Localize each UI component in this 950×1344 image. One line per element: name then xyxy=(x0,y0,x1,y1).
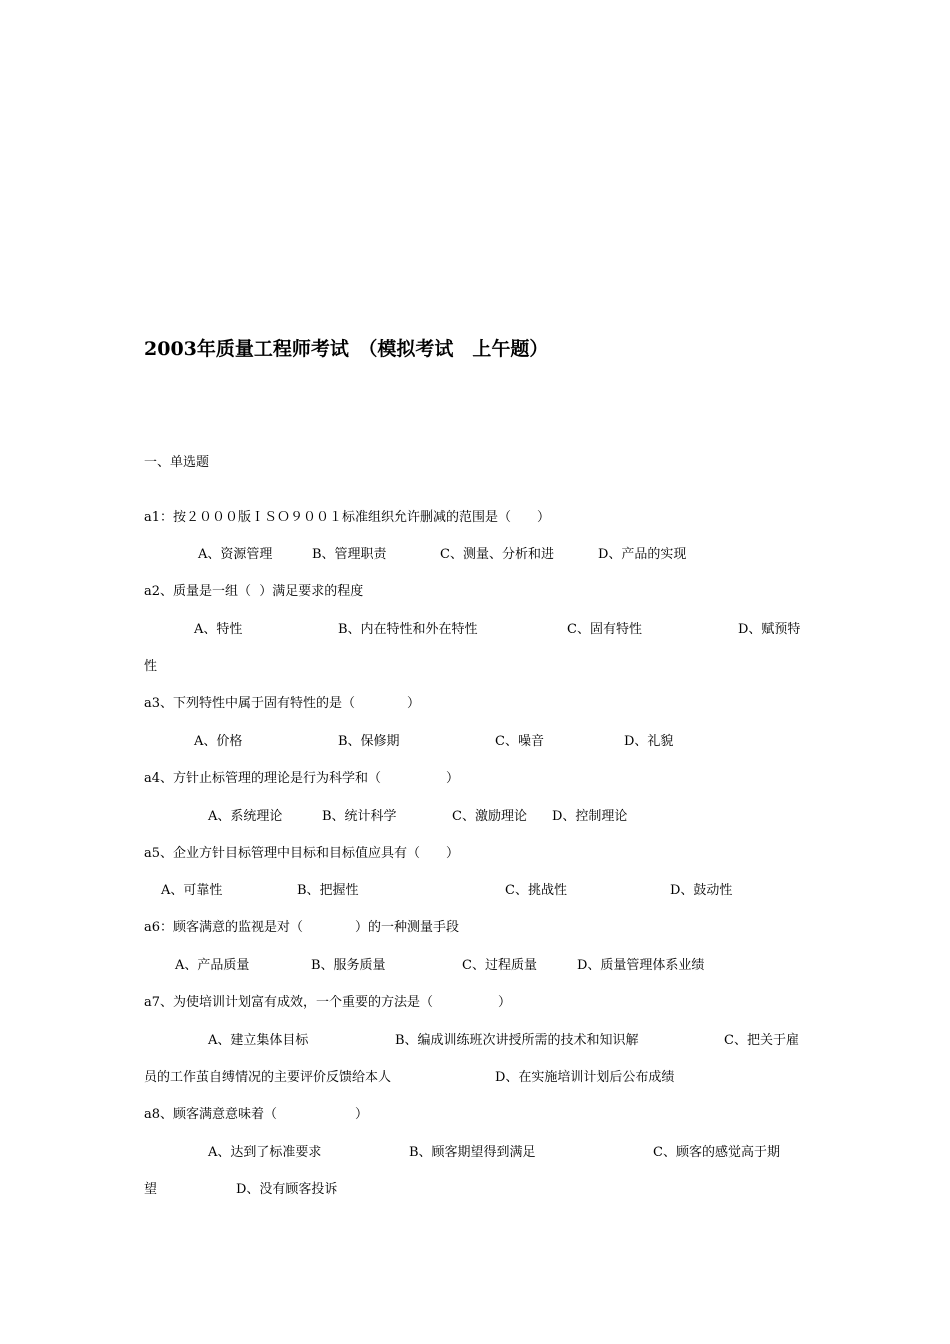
question-option: C、把关于雇 xyxy=(724,1033,799,1048)
question-stem: a8、顾客满意意味着（ ） xyxy=(144,1107,369,1122)
question-option: D、产品的实现 xyxy=(598,547,687,562)
question-option: C、固有特性 xyxy=(567,622,642,637)
question-option: B、管理职责 xyxy=(312,547,387,562)
question-option-continuation: 望 xyxy=(144,1182,158,1197)
question-option: B、保修期 xyxy=(338,734,400,749)
question-option: C、激励理论 xyxy=(452,809,527,824)
question-option: C、测量、分析和进 xyxy=(440,547,554,562)
question-option: C、顾客的感觉高于期 xyxy=(653,1145,780,1160)
question-option: A、达到了标准要求 xyxy=(208,1145,322,1160)
question-stem: a3、下列特性中属于固有特性的是（ ） xyxy=(144,696,421,711)
question-option: C、挑战性 xyxy=(505,883,567,898)
question-option: B、顾客期望得到满足 xyxy=(409,1145,536,1160)
question-stem: a4、方针止标管理的理论是行为科学和（ ） xyxy=(144,771,460,786)
question-option: A、价格 xyxy=(194,734,243,749)
question-option: A、资源管理 xyxy=(198,547,273,562)
question-stem: a6：顾客满意的监视是对（ ）的一种测量手段 xyxy=(144,920,460,935)
question-option: D、控制理论 xyxy=(552,809,628,824)
question-option-continuation: 性 xyxy=(144,659,158,674)
question-option: B、内在特性和外在特性 xyxy=(338,622,478,637)
question-option: B、服务质量 xyxy=(311,958,386,973)
question-option-continuation: 员的工作茧自缚情况的主要评价反馈给本人 xyxy=(144,1070,392,1085)
section-heading: 一、单选题 xyxy=(144,455,210,470)
question-option: A、建立集体目标 xyxy=(208,1033,309,1048)
question-option: A、产品质量 xyxy=(175,958,250,973)
question-option: A、可靠性 xyxy=(161,883,223,898)
question-option: D、鼓动性 xyxy=(670,883,733,898)
question-option: C、过程质量 xyxy=(462,958,537,973)
question-stem: a5、企业方针目标管理中目标和目标值应具有（ ） xyxy=(144,846,460,861)
question-option: B、把握性 xyxy=(297,883,359,898)
question-stem: a1：按２０００版ＩＳＯ９００１标准组织允许删减的范围是（ ） xyxy=(144,510,551,525)
question-option: D、赋预特 xyxy=(738,622,801,637)
question-option: D、礼貌 xyxy=(624,734,674,749)
question-stem: a2、质量是一组（ ）满足要求的程度 xyxy=(144,584,364,599)
question-option: D、在实施培训计划后公布成绩 xyxy=(495,1070,675,1085)
question-option: D、质量管理体系业绩 xyxy=(577,958,705,973)
question-option: C、噪音 xyxy=(495,734,544,749)
question-option: A、系统理论 xyxy=(208,809,283,824)
page-title: 2003年质量工程师考试 （模拟考试 上午题） xyxy=(144,338,549,360)
question-option: B、编成训练班次讲授所需的技术和知识解 xyxy=(395,1033,639,1048)
question-option: B、统计科学 xyxy=(322,809,397,824)
question-option: A、特性 xyxy=(194,622,243,637)
question-option: D、没有顾客投诉 xyxy=(236,1182,338,1197)
question-stem: a7、为使培训计划富有成效，一个重要的方法是（ ） xyxy=(144,995,512,1010)
